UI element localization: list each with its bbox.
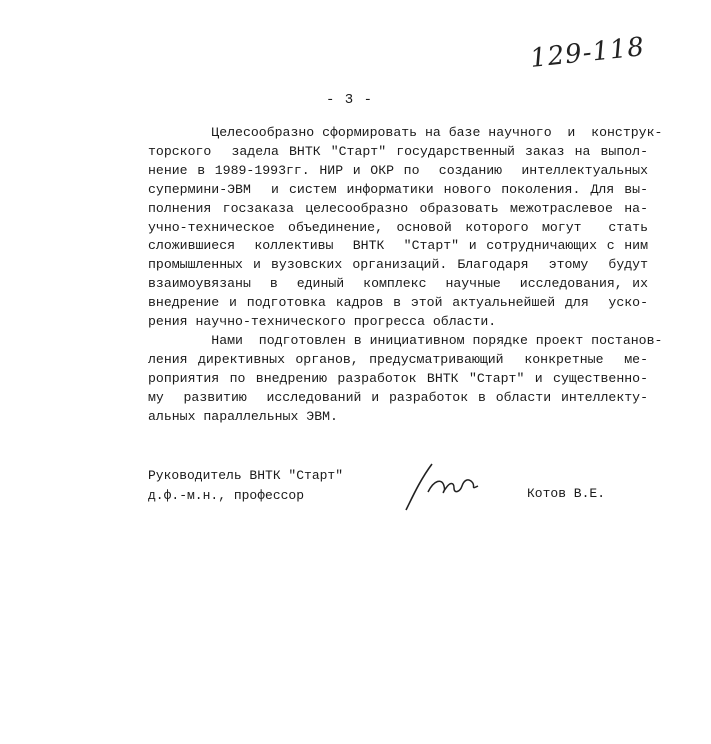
- text-line: полнения госзаказа целесообразно образовать межотраслевое на-: [148, 200, 648, 216]
- signer-degree: д.ф.-м.н., профессор: [148, 488, 305, 503]
- text-line: нение в 1989-1993гг. НИР и ОКР по созданию интеллектуальных: [148, 162, 648, 178]
- text-line: Нами подготовлен в инициативном порядке проект постанов-: [148, 332, 663, 348]
- text-line: супермини-ЭВМ и систем информатики нового поколения. Для вы-: [148, 181, 648, 197]
- text-line: внедрение и подготовка кадров в этой актуальнейшей для уско-: [148, 295, 648, 311]
- handwritten-document-number: 129-118: [528, 32, 647, 74]
- text-line: альных параллельных ЭВМ.: [148, 408, 338, 424]
- signer-name: Котов В.Е.: [527, 486, 606, 501]
- text-line: ления директивных органов, предусматривающий конкретные ме-: [148, 351, 648, 367]
- page-number: - 3 -: [326, 92, 374, 108]
- text-line: рения научно-технического прогресса области.: [148, 314, 497, 330]
- signature-title-block: [148, 466, 343, 506]
- text-line: Целесообразно сформировать на базе научного и конструк-: [148, 125, 663, 140]
- signer-position: Руководитель ВНТК "Старт": [148, 468, 344, 483]
- text-line: торского задела ВНТК "Старт" государственный заказ на выпол-: [148, 143, 648, 159]
- text-line: му развитию исследований и разработок в области интеллекту-: [148, 389, 648, 405]
- text-line: учно-техническое объединение, основой которого могут стать: [148, 219, 648, 235]
- text-line: промышленных и вузовских организаций. Благодаря этому будут: [148, 257, 648, 273]
- text-line: взаимоувязаны в единый комплекс научные исследования, их: [148, 276, 648, 292]
- text-line: сложившиеся коллективы ВНТК "Старт" и сотрудничающих с ним: [148, 238, 648, 254]
- body-text: [148, 124, 663, 427]
- text-line: роприятия по внедрению разработок ВНТК "Старт" и существенно-: [148, 370, 648, 386]
- handwritten-signature-icon: [398, 458, 488, 518]
